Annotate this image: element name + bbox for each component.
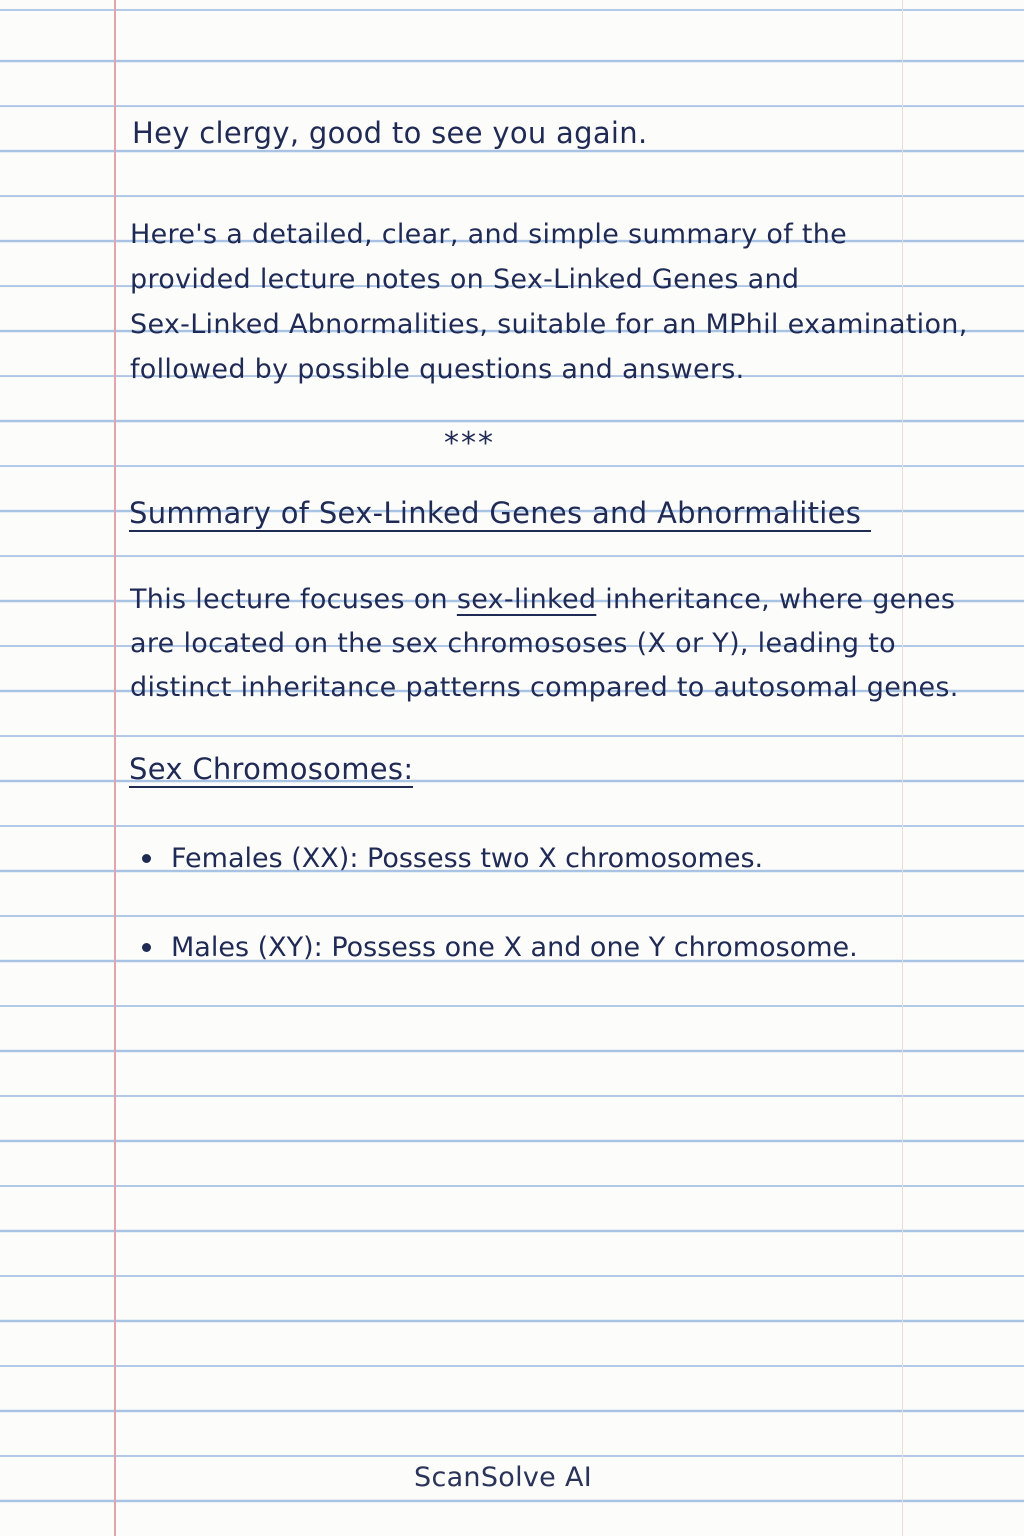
bullet-text: Females (XX): Possess two X chromosomes.	[171, 842, 764, 874]
intro-line: Here's a detailed, clear, and simple summary of the	[130, 219, 848, 250]
paragraph-line: are located on the sex chromososes (X or Y), leading to	[130, 628, 896, 659]
intro-line: provided lecture notes on Sex-Linked Genes and	[130, 264, 800, 295]
intro-paragraph	[130, 212, 968, 392]
bullet-icon	[142, 943, 151, 952]
bullet-list	[142, 836, 858, 1014]
bullet-text: Males (XY): Possess one X and one Y chromosome.	[171, 931, 858, 963]
paragraph-text: This lecture focuses on	[130, 584, 457, 615]
bullet-icon	[142, 854, 151, 863]
paragraph-line: distinct inheritance patterns compared to autosomal genes.	[130, 672, 959, 703]
section-title: Summary of Sex-Linked Genes and Abnormalities	[129, 496, 871, 532]
list-item	[142, 836, 858, 880]
body-paragraph	[130, 578, 959, 710]
margin-line	[114, 0, 116, 1536]
list-item	[142, 925, 858, 969]
footer-brand: ScanSolve AI	[414, 1462, 593, 1493]
paragraph-line	[130, 578, 959, 622]
subheading: Sex Chromosomes:	[129, 752, 414, 786]
divider-stars: ***	[444, 426, 495, 461]
intro-line: Sex-Linked Abnormalities, suitable for an MPhil examination,	[130, 309, 968, 340]
paragraph-text: inheritance, where genes	[596, 584, 956, 615]
greeting: Hey clergy, good to see you again.	[132, 116, 648, 150]
underlined-term: sex-linked	[456, 584, 597, 615]
intro-line: followed by possible questions and answers.	[130, 354, 745, 385]
